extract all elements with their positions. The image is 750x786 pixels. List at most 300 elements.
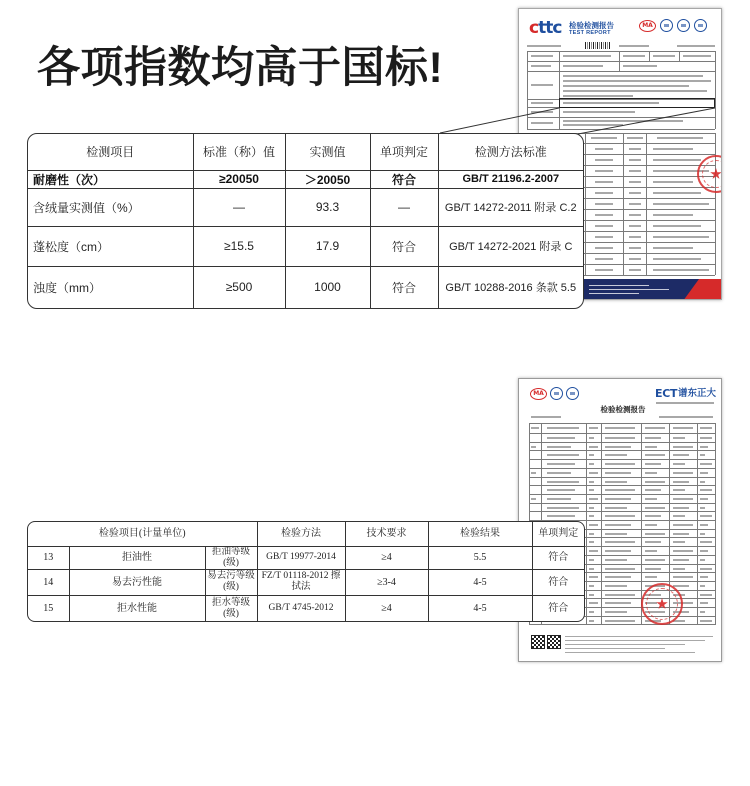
- text-placeholder: [629, 247, 641, 249]
- text-placeholder: [645, 550, 657, 552]
- table-header-row: [28, 522, 584, 546]
- text-placeholder: [673, 489, 685, 491]
- text-placeholder: [700, 515, 712, 517]
- cell-verdict: 符合: [370, 266, 438, 308]
- text-placeholder: [527, 45, 561, 47]
- red-seal-stamp: [641, 583, 683, 625]
- text-placeholder: [659, 416, 713, 418]
- text-placeholder: [700, 481, 705, 483]
- cell-verdict: 符合: [370, 170, 438, 188]
- text-placeholder: [589, 568, 594, 570]
- text-placeholder: [673, 446, 693, 448]
- cell-number: 13: [28, 546, 69, 569]
- text-placeholder: [700, 550, 708, 552]
- cell-method: GB/T 4745-2012: [257, 595, 345, 622]
- text-placeholder: [531, 416, 561, 418]
- text-placeholder: [653, 159, 701, 161]
- text-placeholder: [653, 258, 701, 260]
- text-placeholder: [595, 269, 613, 271]
- page-headline: 各项指数均高于国标!: [37, 44, 444, 92]
- table-row: [28, 170, 583, 188]
- text-placeholder: [700, 489, 712, 491]
- text-placeholder: [629, 269, 641, 271]
- text-placeholder: [700, 620, 712, 622]
- text-placeholder: [589, 481, 594, 483]
- text-placeholder: [605, 620, 635, 622]
- text-placeholder: [565, 652, 695, 653]
- header-verdict: 单项判定: [370, 134, 438, 170]
- text-placeholder: [605, 463, 635, 465]
- cell-measured: ＞20050: [285, 170, 370, 188]
- table-rule: [527, 129, 715, 130]
- text-placeholder: [629, 258, 641, 260]
- table-rule: [527, 51, 715, 52]
- text-placeholder: [547, 463, 575, 465]
- cell-item: 浊度（mm）: [28, 266, 193, 308]
- cell-standard: —: [193, 188, 285, 226]
- text-placeholder: [700, 611, 705, 613]
- text-placeholder: [563, 65, 603, 67]
- text-placeholder: [595, 247, 613, 249]
- text-placeholder: [531, 84, 553, 86]
- table-rule: [527, 117, 715, 118]
- text-placeholder: [605, 602, 631, 604]
- text-placeholder: [653, 214, 693, 216]
- text-placeholder: [700, 559, 705, 561]
- text-placeholder: [645, 576, 657, 578]
- text-placeholder: [653, 236, 709, 238]
- ilac-logo: [677, 19, 690, 32]
- table-rule: [623, 133, 624, 275]
- text-placeholder: [605, 594, 635, 596]
- text-placeholder: [589, 446, 598, 448]
- cell-number: 15: [28, 595, 69, 622]
- cell-item: 耐磨性（次）: [28, 170, 193, 188]
- table-rule: [527, 61, 715, 62]
- text-placeholder: [589, 489, 594, 491]
- text-placeholder: [656, 402, 714, 404]
- text-placeholder: [589, 463, 594, 465]
- header-measured: 实测值: [285, 134, 370, 170]
- text-placeholder: [605, 427, 635, 429]
- text-placeholder: [673, 533, 689, 535]
- text-placeholder: [531, 111, 553, 113]
- text-placeholder: [605, 576, 631, 578]
- text-placeholder: [531, 55, 553, 57]
- cell-method: FZ/T 01118-2012 擦拭法: [257, 569, 345, 595]
- ilac-logo: [566, 387, 579, 400]
- table-rule: [529, 459, 715, 460]
- text-placeholder: [645, 541, 661, 543]
- text-placeholder: [700, 498, 708, 500]
- cell-verdict: 符合: [370, 226, 438, 266]
- table-row: [28, 569, 584, 595]
- cnas-logo: [660, 19, 673, 32]
- text-placeholder: [565, 636, 713, 637]
- text-placeholder: [531, 102, 553, 104]
- cma-logo-text: MA: [533, 390, 544, 397]
- text-placeholder: [547, 446, 571, 448]
- text-placeholder: [700, 454, 705, 456]
- text-placeholder: [565, 648, 665, 649]
- text-placeholder: [700, 472, 708, 474]
- text-placeholder: [673, 541, 685, 543]
- footer-text-placeholder: [589, 293, 639, 294]
- text-placeholder: [605, 541, 635, 543]
- cell-item: 易去污性能: [69, 569, 205, 595]
- text-placeholder: [589, 594, 594, 596]
- text-placeholder: [673, 550, 693, 552]
- text-placeholder: [547, 481, 579, 483]
- text-placeholder: [605, 437, 635, 439]
- text-placeholder: [673, 463, 685, 465]
- text-placeholder: [645, 515, 661, 517]
- text-placeholder: [653, 203, 709, 205]
- text-placeholder: [563, 80, 711, 82]
- cell-unit: 易去污等级(级): [205, 569, 257, 595]
- cell-item: 拒油性: [69, 546, 205, 569]
- text-placeholder: [565, 640, 705, 641]
- text-placeholder: [589, 472, 598, 474]
- table-rule: [529, 450, 715, 451]
- text-placeholder: [673, 437, 685, 439]
- text-placeholder: [653, 269, 709, 271]
- barcode: [585, 42, 611, 49]
- cell-verdict: 符合: [532, 595, 584, 622]
- table-rule: [529, 433, 715, 434]
- text-placeholder: [673, 507, 689, 509]
- table-rule: [649, 51, 650, 61]
- highlight-box: [559, 98, 715, 108]
- text-placeholder: [653, 247, 693, 249]
- text-placeholder: [673, 576, 693, 578]
- header-method: 检测方法标准: [438, 134, 583, 170]
- footer-text-placeholder: [589, 285, 649, 286]
- header-requirement: 技术要求: [345, 522, 428, 546]
- text-placeholder: [645, 481, 665, 483]
- text-placeholder: [627, 137, 643, 139]
- text-placeholder: [673, 559, 689, 561]
- text-placeholder: [547, 454, 579, 456]
- text-placeholder: [645, 427, 665, 429]
- cell-result: 4-5: [428, 595, 532, 622]
- table-row: [28, 546, 584, 569]
- text-placeholder: [531, 122, 553, 124]
- text-placeholder: [595, 258, 613, 260]
- report-title-en: TEST REPORT: [569, 30, 611, 36]
- text-placeholder: [700, 437, 712, 439]
- text-placeholder: [595, 170, 613, 172]
- text-placeholder: [563, 75, 703, 77]
- text-placeholder: [605, 515, 635, 517]
- text-placeholder: [653, 148, 693, 150]
- text-placeholder: [605, 498, 631, 500]
- text-placeholder: [673, 568, 685, 570]
- text-placeholder: [589, 533, 594, 535]
- text-placeholder: [605, 507, 627, 509]
- text-placeholder: [700, 576, 708, 578]
- text-placeholder: [629, 159, 641, 161]
- text-placeholder: [677, 45, 715, 47]
- table-row: [28, 188, 583, 226]
- text-placeholder: [673, 515, 685, 517]
- text-placeholder: [645, 507, 665, 509]
- text-placeholder: [605, 585, 627, 587]
- text-placeholder: [673, 524, 693, 526]
- test-results-table-1: [27, 133, 584, 309]
- text-placeholder: [700, 533, 705, 535]
- text-placeholder: [645, 454, 665, 456]
- cell-method: GB/T 14272-2011 附录 C.2: [438, 188, 583, 226]
- text-placeholder: [700, 585, 705, 587]
- header-result: 检验结果: [428, 522, 532, 546]
- text-placeholder: [605, 550, 631, 552]
- text-placeholder: [645, 559, 665, 561]
- table-rule: [697, 423, 698, 625]
- text-placeholder: [589, 620, 594, 622]
- text-placeholder: [653, 55, 675, 57]
- text-placeholder: [563, 55, 611, 57]
- text-placeholder: [605, 489, 635, 491]
- text-placeholder: [589, 437, 594, 439]
- text-placeholder: [683, 55, 711, 57]
- table-row: [28, 266, 583, 308]
- text-placeholder: [547, 437, 575, 439]
- cell-method: GB/T 14272-2021 附录 C: [438, 226, 583, 266]
- text-placeholder: [645, 533, 665, 535]
- text-placeholder: [629, 236, 641, 238]
- table-rule: [619, 61, 620, 71]
- text-placeholder: [547, 427, 579, 429]
- text-placeholder: [589, 550, 598, 552]
- text-placeholder: [531, 498, 536, 500]
- table-rule: [529, 468, 715, 469]
- text-placeholder: [595, 214, 613, 216]
- cttc-logo: cttc: [529, 18, 562, 38]
- cell-unit: 拒水等级(级): [205, 595, 257, 622]
- text-placeholder: [595, 225, 613, 227]
- text-placeholder: [629, 203, 641, 205]
- text-placeholder: [605, 533, 627, 535]
- text-placeholder: [700, 602, 708, 604]
- cell-requirement: ≥4: [345, 595, 428, 622]
- cell-item: 拒水性能: [69, 595, 205, 622]
- text-placeholder: [531, 65, 551, 67]
- footer-text-placeholder: [589, 289, 669, 290]
- text-placeholder: [700, 427, 712, 429]
- text-placeholder: [589, 507, 594, 509]
- cell-standard: ≥500: [193, 266, 285, 308]
- report-title-cn: 检验检测报告: [569, 21, 614, 30]
- text-placeholder: [629, 225, 641, 227]
- text-placeholder: [589, 576, 598, 578]
- text-placeholder: [589, 602, 598, 604]
- table-rule: [679, 51, 680, 61]
- text-placeholder: [589, 559, 594, 561]
- cell-unit: 拒油等级(级): [205, 546, 257, 569]
- header-standard: 标准（称）值: [193, 134, 285, 170]
- text-placeholder: [673, 427, 693, 429]
- text-placeholder: [629, 181, 641, 183]
- text-placeholder: [595, 148, 613, 150]
- cell-item: 含绒量实测值（%）: [28, 188, 193, 226]
- table-row: [28, 226, 583, 266]
- header-item: 检验项目(计量单位): [28, 522, 257, 546]
- header-item: 检测项目: [28, 134, 193, 170]
- cell-measured: 1000: [285, 266, 370, 308]
- text-placeholder: [589, 524, 598, 526]
- table-rule: [529, 442, 715, 443]
- ect-logo: ECT: [655, 387, 678, 400]
- text-placeholder: [595, 159, 613, 161]
- table-rule: [529, 503, 715, 504]
- text-placeholder: [629, 170, 641, 172]
- text-placeholder: [563, 90, 707, 92]
- text-placeholder: [623, 55, 645, 57]
- text-placeholder: [563, 95, 633, 97]
- text-placeholder: [673, 454, 689, 456]
- text-placeholder: [563, 85, 689, 87]
- text-placeholder: [700, 446, 708, 448]
- text-placeholder: [700, 568, 712, 570]
- text-placeholder: [589, 541, 594, 543]
- cell-method: GB/T 19977-2014: [257, 546, 345, 569]
- cell-method: GB/T 10288-2016 条款 5.5: [438, 266, 583, 308]
- text-placeholder: [605, 454, 627, 456]
- cell-standard: ≥20050: [193, 170, 285, 188]
- qr-code: [547, 635, 561, 649]
- table-rule: [529, 423, 715, 424]
- text-placeholder: [673, 585, 689, 587]
- text-placeholder: [531, 427, 539, 429]
- cell-number: 14: [28, 569, 69, 595]
- text-placeholder: [547, 472, 571, 474]
- cma-logo: [639, 20, 656, 32]
- text-placeholder: [700, 507, 705, 509]
- table-rule: [529, 494, 715, 495]
- table-rule: [559, 51, 560, 129]
- text-placeholder: [531, 446, 536, 448]
- text-placeholder: [645, 498, 657, 500]
- accreditation-logo: [694, 19, 707, 32]
- text-placeholder: [645, 568, 661, 570]
- text-placeholder: [645, 489, 661, 491]
- text-placeholder: [619, 45, 649, 47]
- cell-result: 4-5: [428, 569, 532, 595]
- cell-method: GB/T 21196.2-2007: [438, 170, 583, 188]
- text-placeholder: [645, 524, 657, 526]
- cell-measured: 93.3: [285, 188, 370, 226]
- qr-code: [531, 635, 545, 649]
- text-placeholder: [605, 446, 631, 448]
- text-placeholder: [629, 148, 641, 150]
- table-rule: [586, 423, 587, 625]
- text-placeholder: [645, 463, 661, 465]
- text-placeholder: [547, 498, 571, 500]
- text-placeholder: [595, 192, 613, 194]
- test-results-table-2: [27, 521, 585, 622]
- header-method: 检验方法: [257, 522, 345, 546]
- cell-item: 蓬松度（cm）: [28, 226, 193, 266]
- text-placeholder: [653, 181, 693, 183]
- text-placeholder: [673, 472, 693, 474]
- cell-requirement: ≥4: [345, 546, 428, 569]
- text-placeholder: [673, 481, 689, 483]
- text-placeholder: [547, 507, 579, 509]
- text-placeholder: [605, 559, 627, 561]
- text-placeholder: [700, 541, 712, 543]
- cell-requirement: ≥3-4: [345, 569, 428, 595]
- text-placeholder: [657, 137, 703, 139]
- text-placeholder: [589, 515, 594, 517]
- text-placeholder: [563, 124, 623, 126]
- text-placeholder: [595, 181, 613, 183]
- header-verdict: 单项判定: [532, 522, 584, 546]
- cell-measured: 17.9: [285, 226, 370, 266]
- text-placeholder: [700, 594, 712, 596]
- brand-name: 谱东正大: [678, 388, 717, 399]
- text-placeholder: [700, 463, 712, 465]
- text-placeholder: [605, 481, 627, 483]
- cell-verdict: 符合: [532, 569, 584, 595]
- text-placeholder: [589, 611, 594, 613]
- text-placeholder: [700, 524, 708, 526]
- text-placeholder: [653, 192, 701, 194]
- text-placeholder: [589, 498, 598, 500]
- table-rule: [601, 423, 602, 625]
- text-placeholder: [595, 203, 613, 205]
- table-rule: [715, 423, 716, 625]
- footer-red-accent: [683, 279, 722, 300]
- text-placeholder: [605, 568, 635, 570]
- cell-verdict: 符合: [532, 546, 584, 569]
- table-rule: [646, 133, 647, 275]
- cell-result: 5.5: [428, 546, 532, 569]
- cell-standard: ≥15.5: [193, 226, 285, 266]
- table-rule: [529, 624, 715, 625]
- text-placeholder: [589, 427, 598, 429]
- text-placeholder: [589, 454, 594, 456]
- cnas-logo: [550, 387, 563, 400]
- table-row: [28, 595, 584, 622]
- table-rule: [529, 511, 715, 512]
- table-header-row: [28, 134, 583, 170]
- text-placeholder: [591, 137, 617, 139]
- text-placeholder: [653, 225, 701, 227]
- text-placeholder: [563, 111, 635, 113]
- text-placeholder: [605, 611, 627, 613]
- text-placeholder: [589, 585, 594, 587]
- table-rule: [715, 51, 716, 129]
- table-rule: [527, 71, 715, 72]
- table-rule: [585, 133, 586, 275]
- table-rule: [529, 477, 715, 478]
- text-placeholder: [645, 472, 657, 474]
- text-placeholder: [629, 214, 641, 216]
- text-placeholder: [595, 236, 613, 238]
- text-placeholder: [623, 65, 657, 67]
- report-title: 检验检测报告: [600, 405, 646, 414]
- table-rule: [529, 485, 715, 486]
- text-placeholder: [629, 192, 641, 194]
- text-placeholder: [531, 472, 536, 474]
- text-placeholder: [605, 472, 631, 474]
- text-placeholder: [547, 515, 575, 517]
- text-placeholder: [563, 120, 683, 122]
- text-placeholder: [565, 644, 685, 645]
- table-rule: [619, 51, 620, 61]
- text-placeholder: [645, 437, 661, 439]
